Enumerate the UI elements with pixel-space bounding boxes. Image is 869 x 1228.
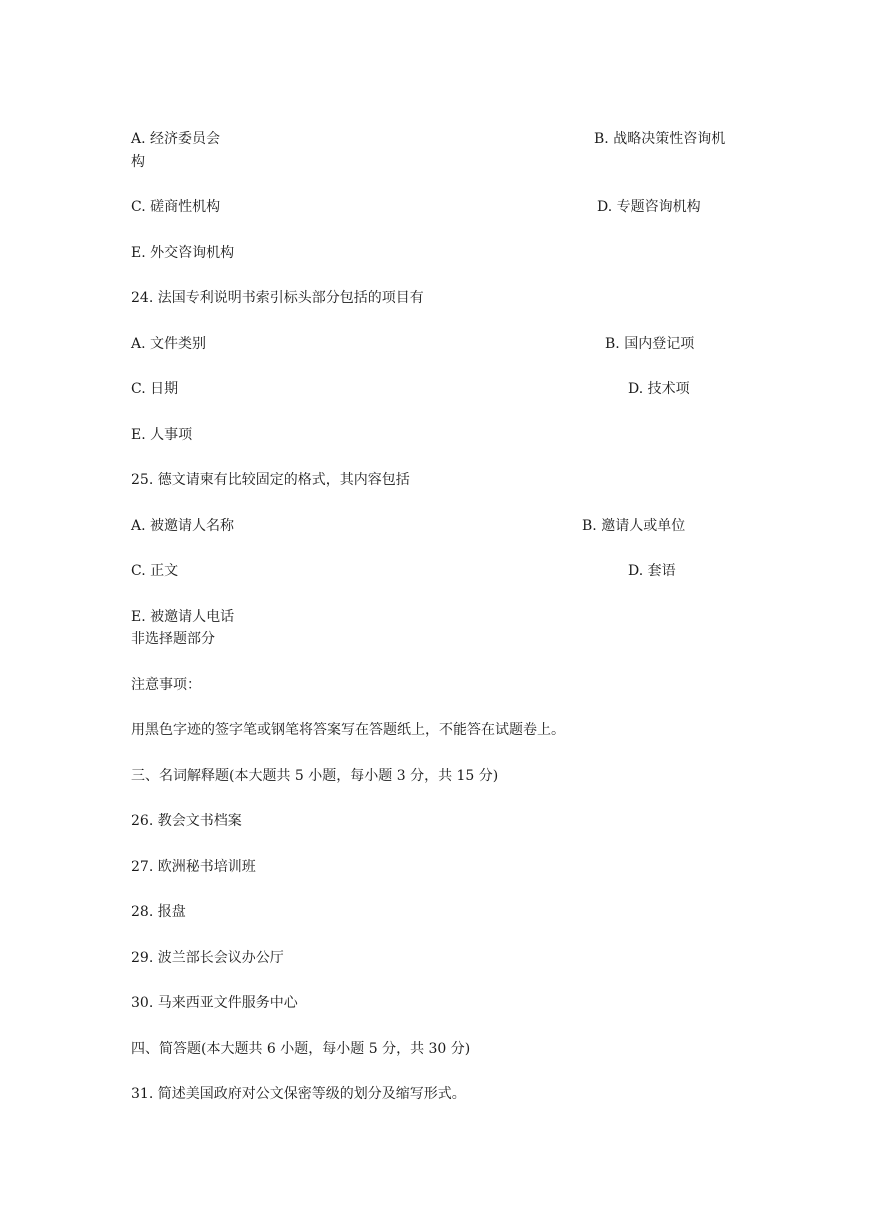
section3-item: 27. 欧洲秘书培训班 — [131, 859, 256, 875]
section4-item: 31. 简述美国政府对公文保密等级的划分及缩写形式。 — [131, 1086, 466, 1102]
q23-option-b: B. 战略决策性咨询机 — [594, 131, 726, 147]
section3-item: 29. 波兰部长会议办公厅 — [131, 950, 284, 966]
q24-option-d: D. 技术项 — [628, 381, 690, 397]
q24-option-e: E. 人事项 — [131, 427, 193, 443]
notice-text: 用黑色字迹的签字笔或钢笔将答案写在答题纸上，不能答在试题卷上。 — [131, 722, 565, 738]
non-choice-heading: 非选择题部分 — [131, 631, 215, 647]
q23-option-c: C. 磋商性机构 — [131, 199, 221, 215]
q25-stem: 25. 德文请柬有比较固定的格式，其内容包括 — [131, 472, 410, 488]
q23-option-e: E. 外交咨询机构 — [131, 245, 235, 261]
q25-option-d: D. 套语 — [628, 563, 676, 579]
q23-option-b-wrap: 构 — [131, 154, 145, 170]
q25-option-a: A. 被邀请人名称 — [131, 518, 235, 534]
q23-option-d: D. 专题咨询机构 — [597, 199, 701, 215]
q24-option-c: C. 日期 — [131, 381, 179, 397]
q25-option-e: E. 被邀请人电话 — [131, 609, 235, 625]
q24-option-a: A. 文件类别 — [131, 336, 207, 352]
section3-item: 30. 马来西亚文件服务中心 — [131, 995, 298, 1011]
q25-option-b: B. 邀请人或单位 — [582, 518, 686, 534]
section3-heading: 三、名词解释题(本大题共 5 小题，每小题 3 分，共 15 分) — [131, 768, 499, 784]
q23-option-a: A. 经济委员会 — [131, 131, 221, 147]
section3-item: 26. 教会文书档案 — [131, 813, 242, 829]
q24-option-b: B. 国内登记项 — [605, 336, 695, 352]
q25-option-c: C. 正文 — [131, 563, 179, 579]
q24-stem: 24. 法国专利说明书索引标头部分包括的项目有 — [131, 290, 424, 306]
section3-item: 28. 报盘 — [131, 904, 186, 920]
section4-heading: 四、简答题(本大题共 6 小题，每小题 5 分，共 30 分) — [131, 1041, 471, 1057]
notice-title: 注意事项： — [131, 677, 201, 693]
